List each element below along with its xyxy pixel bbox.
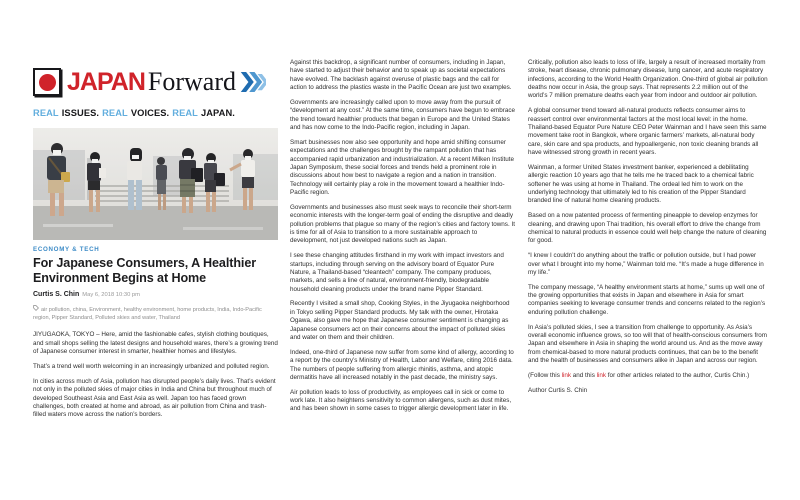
paragraph: Smart businesses now also see opportunity and hope amid shifting consumer expectations and the challenges brought by the rampant pollution that has accompanied rapid urbanization and industrialization. At a recent Milken Institute Japan Symposium, these social forces and trends held a prominent role in discussions about how best to navigate a region and a nation in transition. Technology will certainly play a role in the movement toward a healthier Indo-Pacific region. <box>290 138 515 197</box>
tags-text[interactable]: air pollution, china, Environment, healthy environment, home products, India, Indo-Pacific region, Pipper Standard, Polluted skies and water, Thailand <box>33 307 262 322</box>
follow-note-text: for other articles related to the author, Curtis Chin.) <box>606 372 750 379</box>
paragraph: Governments are increasingly called upon to move away from the pursuit of “development at any cost.” At the same time, consumers have begun to embrace the trend toward healthier products that began in Europe and the United States and has now come to the Indo-Pacific region, including in Japan. <box>290 98 516 132</box>
paragraph: Wainman, a former United States investment banker, experienced a debilitating allergic reaction 10 years ago that he tells me he traced back to a chemical fabric softener he was using at home in Thailand. The ordeal led him to work on the underlying technology that ultimately led to his creation of the Pipper Standard branded line of natural home cleaning products. <box>528 163 754 205</box>
paragraph: The company message, “A healthy environment starts at home,” sums up well one of the growing opportunities that exists in Japan and elsewhere in Asia for smart companies seeking to leverage consumer trends and concerns related to the region’s enduring pollution challenge. <box>528 283 766 316</box>
paragraph: In Asia’s polluted skies, I see a transition from challenge to opportunity. As Asia’s overall economic influence grows, so too will that of health-conscious consumers from Japan and elsewhere in Asia in shaping the world around us. And as the move away from chemical-based to more natural products continues, that can be to the benefit and the health of businesses and consumers alike in Japan and across our region. <box>528 323 768 365</box>
follow-note-text: (Follow this <box>528 372 562 379</box>
rising-sun-emblem-icon <box>33 68 61 96</box>
paragraph: Against this backdrop, a significant number of consumers, including in Japan, have started to adjust their behavior and to speak up as societal expectations have evolved. The backlash against overuse of plastic bags and the call for action to address the plastics waste in the Pacific Ocean are just two examples. <box>290 59 512 92</box>
logo-text-forward: Forward <box>147 67 236 96</box>
right-column <box>528 59 768 400</box>
japan-forward-logo[interactable] <box>33 61 278 103</box>
author-name[interactable]: Curtis S. Chin <box>33 291 80 299</box>
paragraph: A global consumer trend toward all-natural products reflects consumer aims to reassert control over environmental factors at the most local level: in the home. Thailand-based Equator Pure Nature CEO Peter Wainman and I have seen this same movement take root in Bangkok, where organic farmers’ markets, all-natural body care, skin care and spa products, and hypoallergenic, non toxic cleaning brands all have witnessed strong growth in recent years. <box>528 107 767 157</box>
article-photo <box>33 128 278 240</box>
tags-row[interactable] <box>33 305 278 322</box>
paragraph: Air pollution leads to loss of productivity, as employees call in sick or come to work late. It also heightens sensitivity to common allergens, such as dust mites, and has been shown in some cases to trigger allergic development later in life. <box>290 388 512 413</box>
follow-note <box>528 372 768 380</box>
logo-text-japan: JAPAN <box>67 67 145 96</box>
paragraph: Indeed, one-third of Japanese now suffer from some kind of allergy, according to a report by the country’s Ministry of Health, Labor and Welfare, citing 2016 data. The numbers of people suffering from allergic rhinitis, asthma, and atopic dermatitis have all increased notably in the past decade, the ministry says. <box>290 348 514 381</box>
brand-tagline: REAL ISSUES. REAL VOICES. REAL JAPAN. <box>33 108 235 118</box>
author-credit-line: Author Curtis S. Chin <box>528 386 588 394</box>
paragraph: Recently I visited a small shop, Cooking Styles, in the Jiyugaoka neighborhood in Tokyo selling Pipper Standard products. My talk with the owner, Hirotaka Ogawa, also gave me hope that Japanese consumer sentiment is changing as Japanese consumers act on their concerns about the impact of polluted skies and water on them and their children. <box>290 300 510 341</box>
category-economy-tech[interactable]: ECONOMY & TECH <box>33 246 100 253</box>
paragraph: Critically, pollution also leads to loss of life, largely a result of increased mortality from stroke, heart disease, chronic pulmonary disease, lung cancer, and acute respiratory infections, according to the World Health Organization. One-third of global air pollution deaths now occur in Asia, the group says. That represents 2.2 million out of the world’s 7 million premature deaths each year from indoor and outdoor air pollution. <box>528 59 768 100</box>
paragraph: JIYUGAOKA, TOKYO – Here, amid the fashionable cafes, stylish clothing boutiques, and small shops selling the latest designs and household wares, there’s a growing trend of Japanese consumer interest in smarter, healthier homes and lifestyles. <box>33 331 278 356</box>
paragraph: Governments and businesses also must seek ways to reconcile their short-term economic interests with the longer-term goal of ending the disruptive and deadly pollution problems that plague so many of the region’s cities and factory towns. It is time for all of Asia to transition to a more sustainable approach to development, not just developed nations such as Japan. <box>290 203 515 245</box>
paragraph: In cities across much of Asia, pollution has disrupted people’s daily lives. That’s evident not only in the polluted skies of major cities in India and China but throughout much of developed Southeast Asia and East Asia as well. Japan too has faced grown challenges, both created at home and abroad, as air pollution from China and trash-filled waters move across the nation’s borders. <box>33 377 276 419</box>
middle-column <box>290 59 516 420</box>
paragraph: “I knew I couldn’t do anything about the traffic or pollution outside, but I had power over what I brought into my home,” Wainman told me. “It’s made a huge difference in my life.” <box>528 252 764 276</box>
byline <box>33 291 278 298</box>
paragraph: I see these changing attitudes firsthand in my work with impact investors and startups, including through serving on the advisory board of Equator Pure Nature, a Thailand-based “cleantech” company. The company produces, markets, and sells a line of natural, environment-friendly, biodegradable household cleaning products under the brand name Pipper Standard. <box>290 252 504 293</box>
tag-icon <box>33 305 39 314</box>
paragraph: Based on a now patented process of fermenting pineapple to develop enzymes for cleaning, and drawing upon Thai tradition, his overall effort to drive the change from chemical to natural products in essence could well help change the nature of cleaning for good. <box>528 212 767 245</box>
paragraph: That’s a trend well worth welcoming in an increasingly urbanized and polluted region. <box>33 363 270 371</box>
follow-note-text: and this <box>571 372 597 379</box>
forward-chevrons-icon <box>240 70 266 94</box>
author-articles-link-1[interactable]: link <box>561 372 572 379</box>
author-articles-link-2[interactable]: link <box>596 372 607 379</box>
publish-date: May 6, 2018 10:30 pm <box>82 292 140 299</box>
left-column <box>33 57 278 426</box>
article-title: For Japanese Consumers, A Healthier Environment Begins at Home <box>33 256 257 285</box>
